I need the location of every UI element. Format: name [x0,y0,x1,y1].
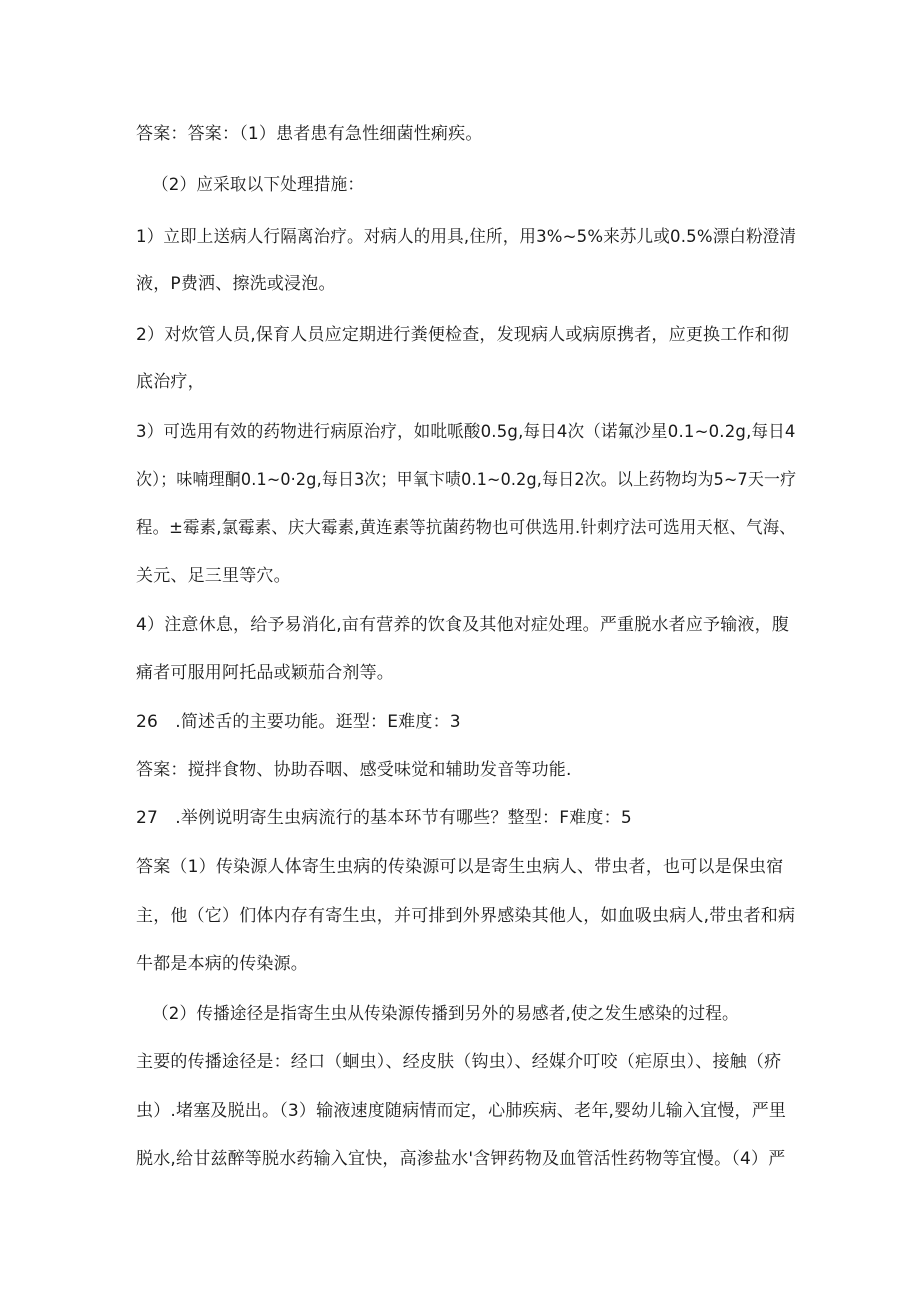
text-line: 虫）.堵塞及脱出。（3）输液速度随病情而定，心肺疾病、老年,婴幼儿输入宜慢，严里 [136,1101,787,1121]
text-line: 主，他（它）们体内存有寄生虫，并可排到外界感染其他人，如血吸虫病人,带虫者和病 [136,906,796,926]
text-line: （2）应采取以下处理措施： [152,175,365,195]
text-line: 3）可选用有效的药物进行病原治疗，如吡哌酸0.5g,每日4次（诺氟沙星0.1~0.2g,每日4 [136,422,796,442]
text-line: 程。±霉素,氯霉素、庆大霉素,黄连素等抗菌药物也可供选用.针刺疗法可选用天枢、气海、 [136,518,796,538]
answer-line: 答案（1）传染源人体寄生虫病的传染源可以是寄生虫病人、带虫者，也可以是保虫宿 [136,857,784,877]
text-line: 答案：答案：（1）患者患有急性细菌性痢疾。 [136,124,483,144]
text-line: 痛者可服用阿托品或颖茄合剂等。 [136,663,394,683]
text-line: 底治疗， [136,372,205,392]
question-line: 27 .举例说明寄生虫病流行的基本环节有哪些？整型：F难度：5 [136,808,632,828]
answer-line: 答案：搅拌食物、协助吞咽、感受味觉和辅助发音等功能. [136,760,572,780]
text-line: 液，P费洒、擦洗或浸泡。 [136,274,336,294]
text-line: 2）对炊管人员,保育人员应定期进行粪便检查，发现病人或病原携者，应更换工作和彻 [136,325,790,345]
text-line: 主要的传播途径是：经口（蛔虫）、经皮肤（钩虫）、经媒介叮咬（疟原虫）、接触（疥 [136,1052,782,1072]
text-line: 脱水,给甘兹醉等脱水药输入宜快，高渗盐水'含钾药物及血管活性药物等宜慢。（4）严 [136,1149,786,1169]
text-line: 牛都是本病的传染源。 [136,954,308,974]
question-line: 26 .简述舌的主要功能。逛型：E难度：3 [136,712,461,732]
text-line: 次）；味喃理酮0.1~0·2g,每日3次；甲氧卞啧0.1~0.2g,每日2次。以上药物均为5~7天一疗 [136,470,797,490]
text-line: 关元、足三里等穴。 [136,566,291,586]
text-line: （2）传播途径是指寄生虫从传染源传播到另外的易感者,使之发生感染的过程。 [152,1004,739,1024]
text-line: 4）注意休息，给予易消化,亩有营养的饮食及其他对症处理。严重脱水者应予输液，腹 [136,615,790,635]
text-line: 1）立即上送病人行隔离治疗。对病人的用具,住所，用3%~5%来苏儿或0.5%漂白粉澄清 [136,227,797,247]
